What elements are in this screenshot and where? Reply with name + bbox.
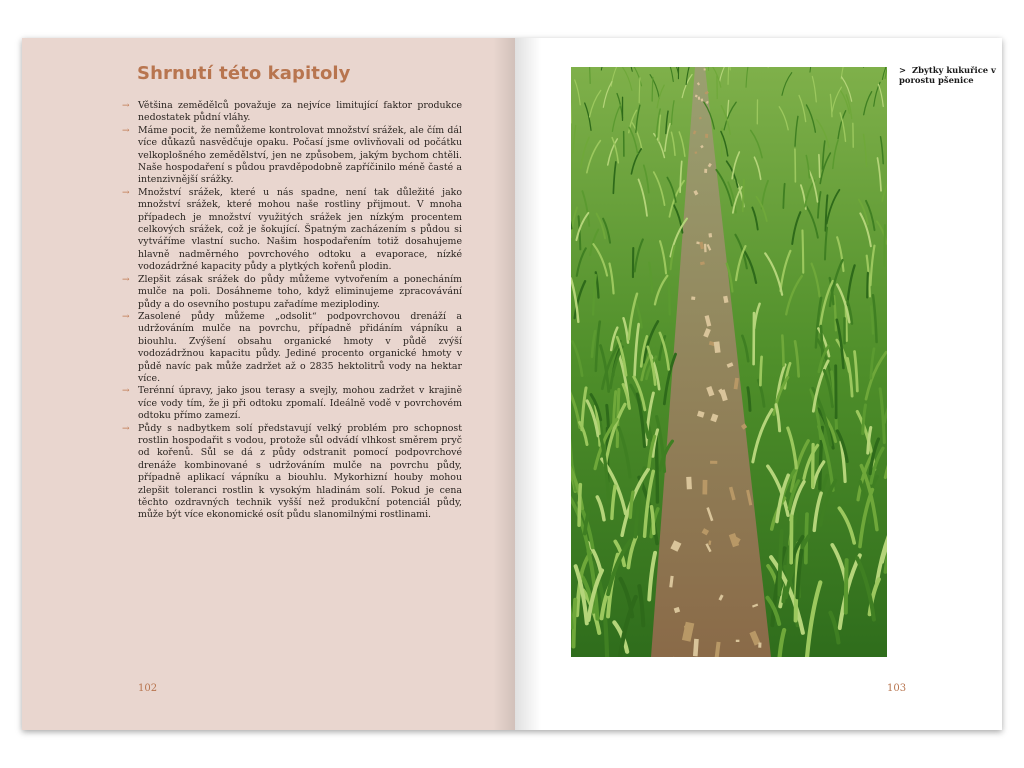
list-item-text: Většina zemědělců považuje za nejvíce limitující faktor produkce nedostatek půdní vláhy.: [138, 100, 462, 124]
wheat-blade: [867, 273, 868, 297]
wheat-blade: [779, 531, 781, 595]
wheat-blade: [656, 436, 657, 502]
page-number-right: 103: [887, 683, 907, 694]
page-number-left: 102: [138, 683, 158, 694]
wheat-blade: [782, 336, 783, 366]
arrow-bullet-icon: →: [122, 311, 130, 322]
wheat-blade: [605, 611, 608, 657]
corn-stubble: [698, 97, 700, 100]
corn-stubble: [758, 643, 761, 648]
corn-stubble: [710, 461, 717, 464]
arrow-bullet-icon: →: [122, 386, 130, 397]
wheat-blade: [760, 357, 761, 385]
wheat-field-photo: [571, 67, 887, 657]
list-item: [122, 385, 462, 422]
corn-stubble: [702, 480, 707, 495]
corn-stubble: [705, 134, 708, 138]
corn-stubble: [695, 151, 698, 153]
list-item-text: Množství srážek, které u nás spadne, není tak důležité jako množství srážek, které mohou naše rostliny přijmout. V mnoha případech je množství využitých srážek jen nízkým procentem celkových srážek, což je šokující. Špatným zacházením s půdou si vytváříme vlastní sucho. Našim hospodařením totiž dosahujeme hlavně nadměrného povrchového odtoku a evaporace, nízké vodozádržné kapacity půdy a plytkých kořenů plodin.: [138, 186, 462, 273]
list-item: [122, 274, 462, 311]
corn-stubble: [691, 296, 695, 300]
corn-stubble: [704, 68, 706, 70]
chapter-summary-title: Shrnutí této kapitoly: [137, 63, 351, 84]
corn-stubble: [686, 477, 692, 490]
photo-caption: [899, 65, 999, 85]
left-page: [22, 38, 515, 730]
arrow-bullet-icon: →: [122, 423, 130, 434]
book-spread: [22, 38, 1002, 730]
corn-stubble: [736, 640, 740, 642]
list-item: [122, 187, 462, 274]
right-page: [515, 38, 1002, 730]
list-item-text: Půdy s nadbytkem solí představují velký problém pro schopnost rostlin hospodařit s vodou, protože sůl odvádí vlhkost směrem pryč od kořenů. Sůl se dá z půdy odstranit pomocí podpovrchové drenáže kombinované s udržováním mulče na povrchu půdy, případně aplikací vápníku a biouhlu. Mykorhizní houby mohou zlepšit toleranci rostlin k vysokým hladinám solí. Pokud je cena těchto ozdravných technik vyšší než produkční potenciál půdy, může být více ekonomické osít půdu slanomilnými rostlinami.: [138, 422, 462, 521]
caption-text: Zbytky kukuřice v porostu pšenice: [899, 65, 996, 85]
wheat-blade: [819, 155, 820, 178]
list-item: [122, 423, 462, 522]
arrow-bullet-icon: →: [122, 274, 130, 285]
list-item: [122, 100, 462, 125]
corn-stubble: [708, 233, 712, 238]
list-item-text: Zlepšit zásak srážek do půdy můžeme vytvořením a ponecháním mulče na poli. Dosáhneme toho, když eliminujeme zpracovávání půdy a do osevního postupu zařadíme meziplodiny.: [138, 273, 462, 310]
wheat-blade: [639, 78, 640, 103]
list-item-text: Terénní úpravy, jako jsou terasy a svejly, mohou zadržet v krajině více vody tím, že ji při odtoku zpomalí. Ideálně vodě v povrchovém odtoku přímo zamezí.: [138, 385, 462, 422]
summary-list: [122, 100, 462, 522]
gutter-shadow-right: [515, 38, 541, 730]
gutter-shadow-left: [493, 38, 515, 730]
list-item: [122, 125, 462, 187]
wheat-blade: [802, 230, 803, 272]
list-item-text: Zasolené půdy můžeme „odsolit“ podpovrchovou drenáží a udržováním mulče na povrchu, případně přidáním vápníku a biouhlu. Zvýšení obsahu organické hmoty v půdě zvýší vodozádržnou kapacitu půdy. Jediné procento organické hmoty v půdě navíc pak může zadržet až o 2835 hektolitrů vody na hektar více.: [138, 310, 462, 384]
list-item-text: Máme pocit, že nemůžeme kontrolovat množství srážek, ale čím dál více důkazů nasvědčuje opaku. Počasí jsme ovlivňovali od počátku velkoplošného zemědělství, jen ne způsobem, jakým bychom chtěli. Naše hospodaření s půdou pravděpodobně zapříčinilo méně časté a intenzivnější srážky.: [138, 124, 462, 186]
list-item: [122, 311, 462, 385]
arrow-bullet-icon: →: [122, 187, 130, 198]
wheat-blade: [579, 485, 580, 526]
corn-stubble: [704, 169, 707, 173]
wheat-blade: [573, 600, 575, 647]
wheat-field-illustration: [571, 67, 887, 657]
wheat-blade: [652, 77, 653, 101]
arrow-bullet-icon: →: [122, 101, 130, 111]
corn-stubble: [704, 244, 707, 252]
arrow-bullet-icon: →: [122, 125, 130, 136]
wheat-blade: [846, 560, 847, 612]
caption-arrow-icon: >: [899, 65, 907, 75]
